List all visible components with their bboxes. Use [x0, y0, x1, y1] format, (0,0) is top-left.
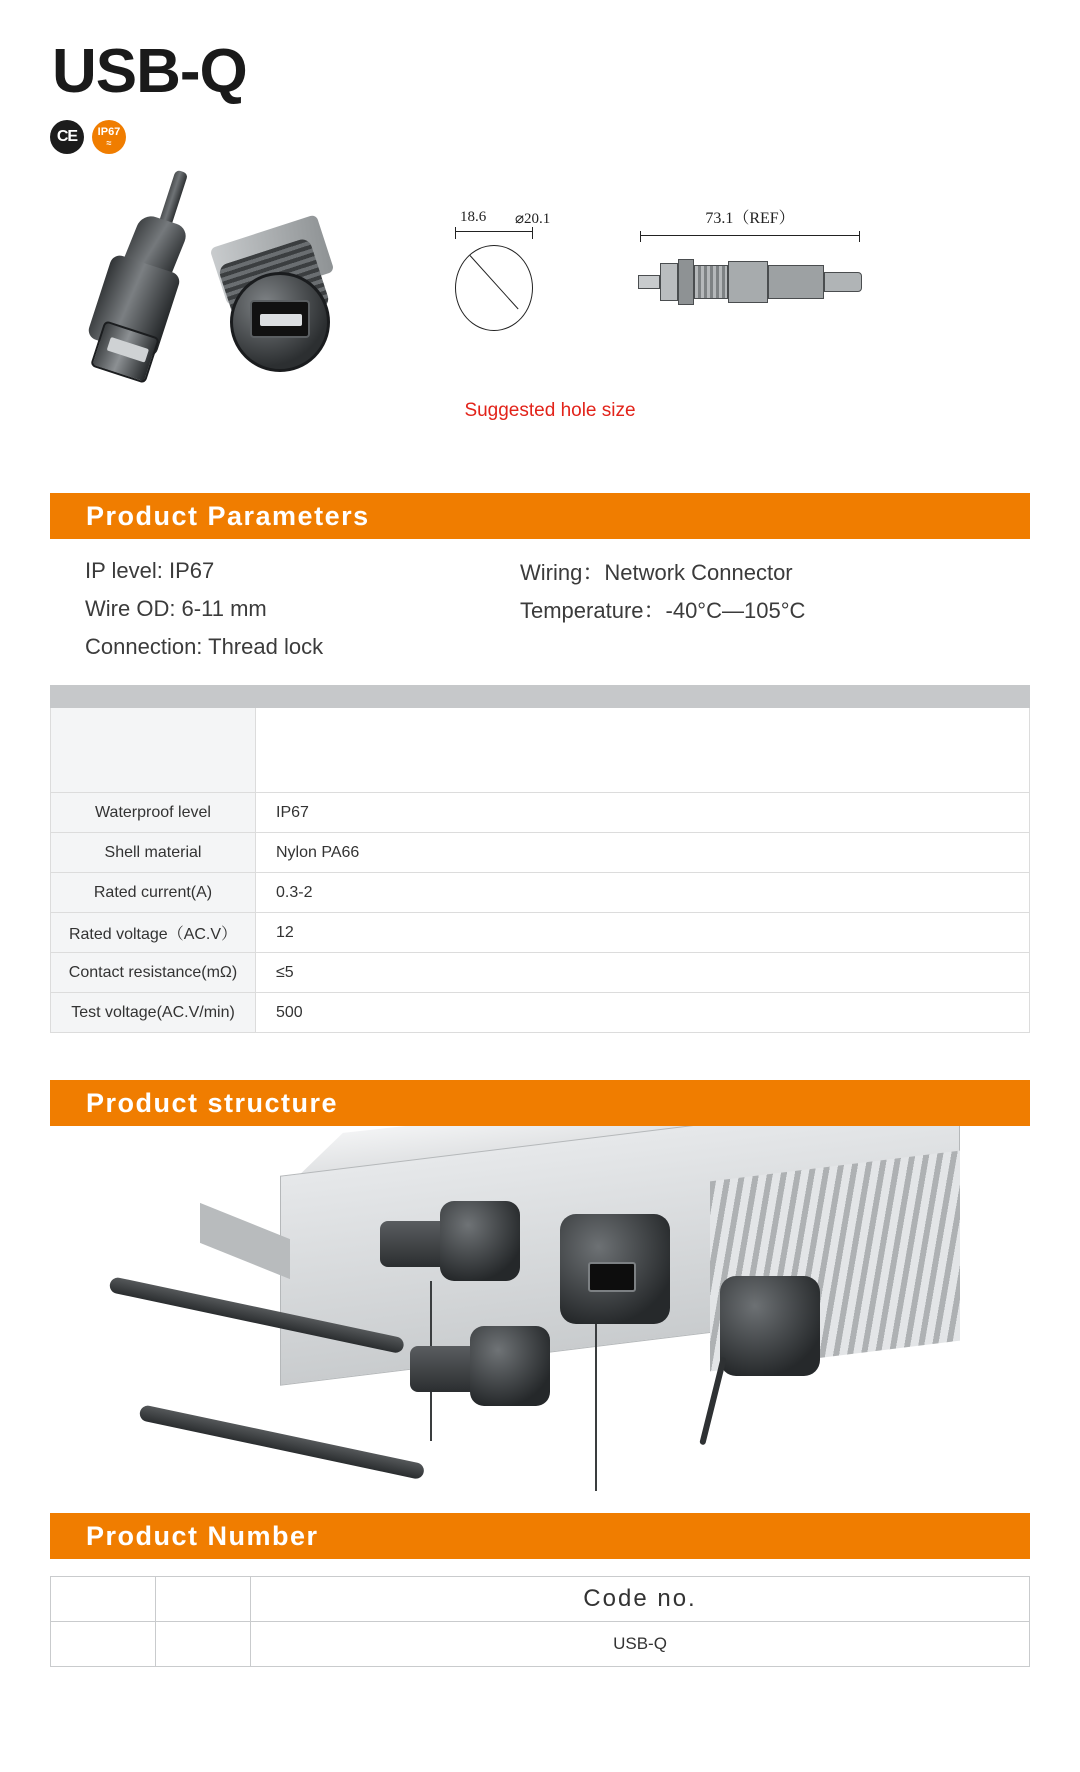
table-spacer-row	[51, 708, 1030, 793]
header-cell	[696, 686, 806, 708]
header-cell	[917, 686, 1030, 708]
connector-upper-nut	[440, 1201, 520, 1281]
header-cell	[476, 686, 586, 708]
param-label: Rated current(A)	[51, 873, 256, 913]
code-no-header: Code no.	[251, 1577, 1030, 1622]
param-value: 0.3-2	[256, 873, 1030, 913]
water-waves-icon: ≈	[106, 137, 112, 148]
hole-diameter-label: ⌀20.1	[515, 211, 551, 227]
table-row	[51, 1577, 1030, 1622]
param-label: Rated voltage（AC.V）	[51, 913, 256, 953]
ip67-icon	[92, 120, 126, 154]
number-cell-blank	[51, 1622, 156, 1667]
header-cell	[807, 686, 917, 708]
param-label: Test voltage(AC.V/min)	[51, 993, 256, 1033]
table-row	[51, 993, 1030, 1033]
drawing-thread	[694, 265, 728, 299]
panel-mount-usb-socket	[560, 1214, 670, 1324]
spec-connection: Connection: Thread lock	[85, 634, 324, 659]
spec-row	[50, 628, 1030, 666]
connector-technical-drawing	[638, 257, 862, 309]
ip67-badge-label: IP67	[97, 125, 121, 138]
table-row	[51, 793, 1030, 833]
number-cell-blank	[51, 1577, 156, 1622]
number-cell-blank	[156, 1622, 251, 1667]
drawing-head	[660, 263, 678, 301]
product-structure-image	[50, 1126, 1030, 1502]
section-header-structure: Product structure	[50, 1080, 1030, 1126]
header-cell	[586, 686, 696, 708]
length-dimension-label: 73.1（REF）	[705, 210, 795, 227]
param-value: 500	[256, 993, 1030, 1033]
drawing-nut	[678, 259, 694, 305]
connector-lower-nut	[470, 1326, 550, 1406]
table-row	[51, 1622, 1030, 1667]
drawing-pins	[638, 275, 660, 289]
hole-size-drawing	[430, 209, 600, 355]
drawing-cable-tail	[824, 272, 862, 292]
table-header-row	[51, 686, 1030, 708]
socket-usb-face	[250, 300, 310, 338]
product-number-table	[50, 1576, 1030, 1667]
connector-upper	[380, 1201, 520, 1281]
param-value: IP67	[256, 793, 1030, 833]
table-row	[51, 833, 1030, 873]
header-cell	[51, 686, 256, 708]
spacer-value-cell	[256, 708, 1030, 793]
drawing-body	[768, 265, 824, 299]
table-row	[51, 953, 1030, 993]
hole-width-dimension-label: 18.6	[460, 209, 487, 225]
section-header-number: Product Number	[50, 1513, 1030, 1559]
code-no-value: USB-Q	[251, 1622, 1030, 1667]
param-value: ≤5	[256, 953, 1030, 993]
param-label: Waterproof level	[51, 793, 256, 833]
certification-badges	[50, 120, 126, 154]
connector-lower	[410, 1326, 550, 1406]
spec-temperature: Temperature：-40°C—105°C	[520, 597, 806, 623]
table-row	[51, 873, 1030, 913]
hole-size-caption: Suggested hole size	[464, 400, 636, 421]
spec-row	[50, 590, 1030, 628]
spacer-label-cell	[51, 708, 256, 793]
usb-socket-image	[200, 212, 350, 382]
spec-wire-od: Wire OD: 6-11 mm	[85, 596, 267, 621]
param-label: Contact resistance(mΩ)	[51, 953, 256, 993]
param-value: Nylon PA66	[256, 833, 1030, 873]
table-row	[51, 913, 1030, 953]
enclosure-side-bracket	[200, 1203, 290, 1279]
header-cell	[366, 686, 476, 708]
product-photo	[60, 150, 360, 400]
hole-width-dimension-line	[455, 231, 533, 232]
ce-icon	[50, 120, 84, 154]
spec-ip-level: IP level: IP67	[85, 558, 215, 583]
drawing-middle	[728, 261, 768, 303]
length-dimension-line	[640, 235, 860, 236]
page-title: USB-Q	[52, 37, 247, 106]
panel-mount-dust-cap	[720, 1276, 820, 1376]
param-value: 12	[256, 913, 1030, 953]
spec-row	[50, 552, 1030, 590]
number-cell-blank	[156, 1577, 251, 1622]
section-header-parameters: Product Parameters	[50, 493, 1030, 539]
spec-wiring: Wiring：Network Connector	[520, 559, 793, 585]
usb-plug-image	[80, 170, 210, 385]
ce-badge-label: CE	[56, 128, 78, 145]
param-label: Shell material	[51, 833, 256, 873]
spec-list	[50, 552, 1030, 666]
leader-line	[595, 1321, 597, 1491]
cable-lower	[138, 1404, 425, 1480]
hole-circle-shape	[455, 245, 533, 331]
parameters-table	[50, 685, 1030, 1033]
length-drawing	[620, 205, 880, 355]
header-cell	[256, 686, 366, 708]
